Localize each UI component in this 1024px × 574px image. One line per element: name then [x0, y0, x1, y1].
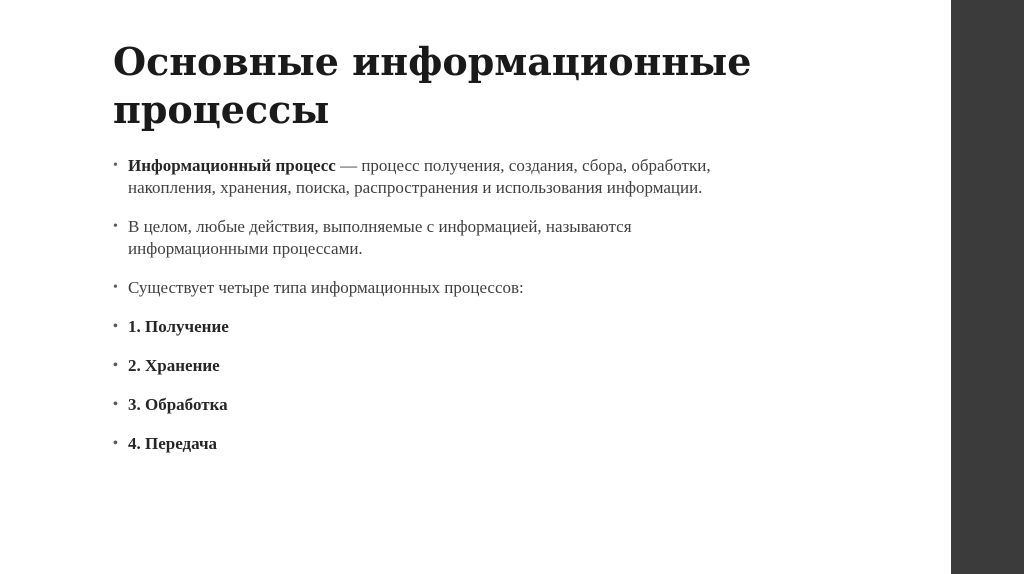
bullet-icon: • [113, 158, 118, 173]
bullet-type-4 [113, 433, 733, 455]
bullet-type-1 [113, 316, 733, 338]
bullet-type-2 [113, 355, 733, 377]
bullet-general [113, 216, 733, 260]
decorative-sidebar [951, 0, 1024, 574]
definition-text: — процесс получения, создания, сбора, обработки, накопления, хранения, поиска, распространения и использования информации. [128, 156, 711, 197]
definition-term: Информационный процесс [128, 156, 336, 175]
bullet-types-intro [113, 277, 733, 299]
type-label: 2. Хранение [128, 356, 220, 375]
types-intro-text: Существует четыре типа информационных процессов: [128, 278, 524, 297]
general-text: В целом, любые действия, выполняемые с информацией, называются информационными процессами. [128, 217, 632, 258]
bullet-icon: • [113, 280, 118, 295]
type-label: 4. Передача [128, 434, 218, 453]
bullet-list [113, 155, 733, 472]
bullet-definition [113, 155, 733, 199]
bullet-icon: • [113, 397, 118, 412]
bullet-icon: • [113, 319, 118, 334]
bullet-icon: • [113, 358, 118, 373]
type-label: 1. Получение [128, 317, 229, 336]
type-label: 3. Обработка [128, 395, 228, 414]
slide-title: Основные информационные процессы [113, 39, 752, 132]
bullet-icon: • [113, 219, 118, 234]
bullet-icon: • [113, 436, 118, 451]
bullet-type-3 [113, 394, 733, 416]
